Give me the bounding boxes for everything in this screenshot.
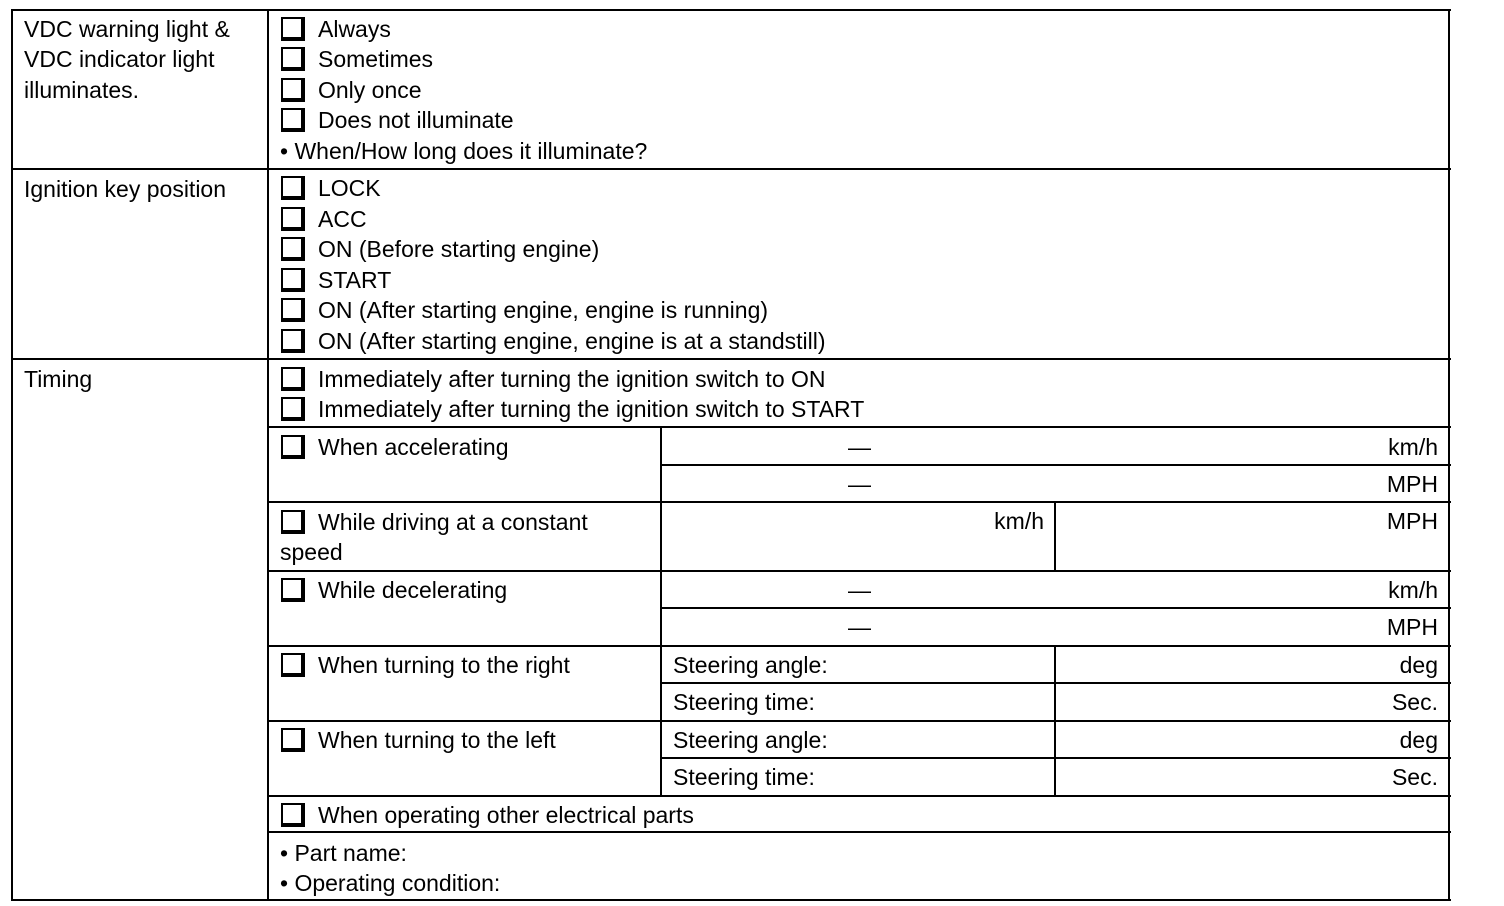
table-border-right [1448, 9, 1450, 901]
decelerating-dash-kmh: — [848, 577, 871, 603]
accelerating-unit-mph: MPH [1386, 471, 1438, 497]
checkbox-only-once[interactable] [281, 78, 305, 102]
left-steering-angle-unit: deg [1399, 727, 1438, 753]
checkbox-after-start[interactable] [281, 397, 305, 421]
row-divider [11, 168, 1451, 170]
checkbox-turning-left[interactable] [281, 728, 305, 752]
left-steering-angle-label: Steering angle: [673, 727, 828, 753]
inner-vdivider [660, 426, 662, 797]
checkbox-constant-speed[interactable] [281, 510, 305, 534]
checkbox-on-standstill[interactable] [281, 329, 305, 353]
option-electrical-parts: When operating other electrical parts [318, 802, 694, 828]
sub-row-divider [267, 426, 1451, 428]
checkbox-turning-right[interactable] [281, 653, 305, 677]
option-acc: ACC [318, 206, 367, 232]
row-label-timing: Timing [24, 366, 93, 392]
option-accelerating: When accelerating [318, 434, 509, 460]
option-always: Always [318, 16, 391, 42]
sub-row-divider [267, 570, 1451, 572]
checkbox-start[interactable] [281, 268, 305, 292]
row-label-vdc-line1: VDC warning light & [24, 16, 230, 42]
option-on-running: ON (After starting engine, engine is running) [318, 297, 769, 323]
checkbox-decelerating[interactable] [281, 578, 305, 602]
row-label-ignition: Ignition key position [24, 176, 227, 202]
table-border-bottom [11, 899, 1451, 901]
left-steering-time-label: Steering time: [673, 764, 815, 790]
table-border-top [11, 9, 1451, 11]
option-constant-speed-line2: speed [280, 539, 343, 565]
decelerating-unit-mph: MPH [1386, 614, 1438, 640]
part-name-label: • Part name: [280, 840, 407, 866]
checkbox-on-running[interactable] [281, 298, 305, 322]
sub-row-divider [267, 795, 1451, 797]
constant-unit-mph: MPH [1386, 508, 1438, 534]
sub-row-divider [267, 720, 1451, 722]
checkbox-electrical-parts[interactable] [281, 803, 305, 827]
option-does-not-illuminate: Does not illuminate [318, 107, 514, 133]
checkbox-sometimes[interactable] [281, 47, 305, 71]
checkbox-acc[interactable] [281, 207, 305, 231]
constant-unit-kmh: km/h [994, 508, 1044, 534]
right-steering-time-unit: Sec. [1391, 689, 1438, 715]
table-border-left [11, 9, 13, 901]
row-label-vdc-line2: VDC indicator light [24, 46, 215, 72]
operating-condition-label: • Operating condition: [280, 870, 501, 896]
option-sometimes: Sometimes [318, 46, 434, 72]
row-divider [11, 358, 1451, 360]
right-steering-angle-unit: deg [1399, 652, 1438, 678]
accelerating-unit-kmh: km/h [1388, 434, 1438, 460]
checkbox-always[interactable] [281, 17, 305, 41]
column-divider [267, 9, 269, 901]
right-steering-time-label: Steering time: [673, 689, 815, 715]
checkbox-accelerating[interactable] [281, 435, 305, 459]
option-on-before: ON (Before starting engine) [318, 236, 600, 262]
inner-vdivider [1054, 645, 1056, 797]
option-after-on: Immediately after turning the ignition switch to ON [318, 366, 826, 392]
decelerating-unit-kmh: km/h [1388, 577, 1438, 603]
option-turning-right: When turning to the right [318, 652, 570, 678]
checkbox-after-on[interactable] [281, 367, 305, 391]
sub-row-divider [267, 645, 1451, 647]
option-after-start: Immediately after turning the ignition switch to START [318, 396, 865, 422]
option-decelerating: While decelerating [318, 577, 508, 603]
option-only-once: Only once [318, 77, 422, 103]
checkbox-on-before[interactable] [281, 237, 305, 261]
inner-divider [660, 464, 1451, 466]
row-label-vdc-line3: illuminates. [24, 77, 140, 103]
inner-divider [660, 607, 1451, 609]
option-turning-left: When turning to the left [318, 727, 556, 753]
sub-row-divider [267, 831, 1451, 833]
option-on-standstill: ON (After starting engine, engine is at a standstill) [318, 328, 826, 354]
left-steering-time-unit: Sec. [1391, 764, 1438, 790]
option-constant-speed-line1: While driving at a constant [318, 509, 588, 535]
inner-vdivider [1054, 501, 1056, 572]
option-lock: LOCK [318, 175, 381, 201]
right-steering-angle-label: Steering angle: [673, 652, 828, 678]
checkbox-lock[interactable] [281, 176, 305, 200]
checkbox-does-not-illuminate[interactable] [281, 108, 305, 132]
option-start: START [318, 267, 392, 293]
note-when-how-long: • When/How long does it illuminate? [280, 138, 648, 164]
accelerating-dash-kmh: — [848, 434, 871, 460]
sub-row-divider [267, 501, 1451, 503]
accelerating-dash-mph: — [848, 471, 871, 497]
decelerating-dash-mph: — [848, 614, 871, 640]
